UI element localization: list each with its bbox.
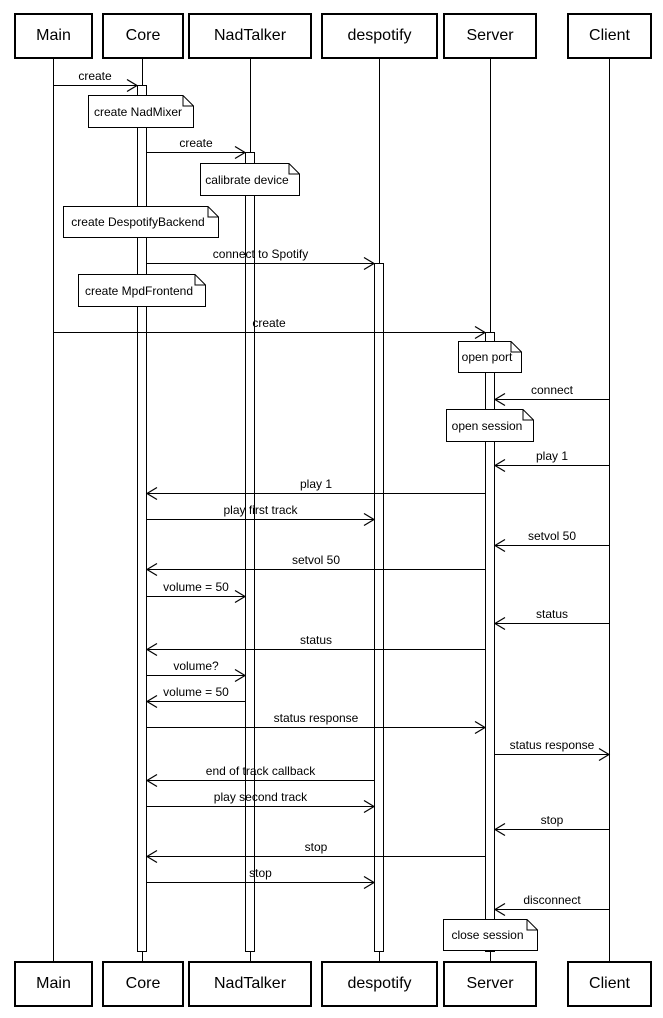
arrowhead-icon-27 (363, 876, 375, 889)
actor-box-core-top: Core (102, 13, 184, 59)
note-label-29: close session (451, 928, 524, 942)
note-label-6: create MpdFrontend (84, 283, 194, 298)
message-line-5 (147, 263, 374, 264)
message-line-28 (495, 909, 609, 910)
arrowhead-icon-24 (363, 800, 375, 813)
message-label-24: play second track (213, 790, 308, 804)
note-label-10: open session (451, 418, 523, 433)
message-line-16 (147, 596, 245, 597)
message-line-23 (147, 780, 374, 781)
arrowhead-icon-21 (474, 721, 486, 734)
arrowhead-icon-5 (363, 257, 375, 270)
arrowhead-icon-2 (234, 146, 246, 159)
message-label-22: status response (509, 738, 595, 752)
lifeline-main (53, 59, 54, 961)
message-line-9 (495, 399, 609, 400)
actor-box-nadtalker-bottom: NadTalker (188, 961, 312, 1007)
message-line-15 (147, 569, 485, 570)
message-line-26 (147, 856, 485, 857)
actor-box-despotify-top: despotify (321, 13, 438, 59)
arrowhead-icon-18 (146, 643, 158, 656)
note-label-1: create NadMixer (93, 104, 183, 119)
arrowhead-icon-11 (494, 459, 506, 472)
activation-bar-nadtalker (245, 152, 255, 952)
message-label-13: play first track (223, 503, 298, 517)
arrowhead-icon-17 (494, 617, 506, 630)
arrowhead-icon-20 (146, 695, 158, 708)
message-line-21 (147, 727, 485, 728)
actor-box-client-top: Client (567, 13, 652, 59)
actor-box-client-bottom: Client (567, 961, 652, 1007)
message-label-14: setvol 50 (527, 529, 577, 543)
message-label-20: volume = 50 (163, 685, 229, 699)
message-label-0: create (78, 69, 112, 83)
actor-box-main-top: Main (14, 13, 93, 59)
actor-box-server-bottom: Server (443, 961, 537, 1007)
actor-box-core-bottom: Core (102, 961, 184, 1007)
message-label-25: stop (540, 813, 564, 827)
message-line-2 (147, 152, 245, 153)
message-label-27: stop (249, 866, 272, 880)
arrowhead-icon-25 (494, 823, 506, 836)
message-label-28: disconnect (523, 893, 581, 907)
message-label-7: create (252, 316, 286, 330)
arrowhead-icon-9 (494, 393, 506, 406)
message-label-16: volume = 50 (163, 580, 229, 594)
arrowhead-icon-26 (146, 850, 158, 863)
message-line-24 (147, 806, 374, 807)
message-line-27 (147, 882, 374, 883)
message-label-26: stop (304, 840, 328, 854)
message-line-12 (147, 493, 485, 494)
message-label-21: status response (273, 711, 359, 725)
actor-box-despotify-bottom: despotify (321, 961, 438, 1007)
actor-box-nadtalker-top: NadTalker (188, 13, 312, 59)
arrowhead-icon-23 (146, 774, 158, 787)
message-line-0 (53, 85, 137, 86)
message-line-13 (147, 519, 374, 520)
note-label-3: calibrate device (205, 172, 289, 187)
message-line-20 (147, 701, 245, 702)
message-label-2: create (179, 136, 213, 150)
message-label-11: play 1 (535, 449, 569, 463)
message-label-15: setvol 50 (291, 553, 341, 567)
arrowhead-icon-0 (126, 79, 138, 92)
lifeline-client (609, 59, 610, 961)
message-label-5: connect to Spotify (212, 247, 309, 261)
message-line-18 (147, 649, 485, 650)
arrowhead-icon-16 (234, 590, 246, 603)
message-line-11 (495, 465, 609, 466)
actor-box-server-top: Server (443, 13, 537, 59)
message-line-19 (147, 675, 245, 676)
activation-bar-despotify (374, 263, 384, 952)
note-label-8: open port (461, 350, 513, 364)
message-label-19: volume? (173, 659, 219, 673)
message-label-23: end of track callback (205, 764, 316, 778)
message-label-9: connect (530, 383, 574, 397)
message-line-22 (495, 754, 609, 755)
message-label-18: status (299, 633, 333, 647)
message-line-17 (495, 623, 609, 624)
message-line-25 (495, 829, 609, 830)
arrowhead-icon-28 (494, 903, 506, 916)
message-line-7 (53, 332, 485, 333)
arrowhead-icon-15 (146, 563, 158, 576)
arrowhead-icon-12 (146, 487, 158, 500)
message-label-17: status (535, 607, 569, 621)
message-line-14 (495, 545, 609, 546)
arrowhead-icon-7 (474, 326, 486, 339)
arrowhead-icon-19 (234, 669, 246, 682)
message-label-12: play 1 (299, 477, 333, 491)
arrowhead-icon-13 (363, 513, 375, 526)
arrowhead-icon-22 (598, 748, 610, 761)
arrowhead-icon-14 (494, 539, 506, 552)
note-label-4: create DespotifyBackend (71, 215, 205, 229)
actor-box-main-bottom: Main (14, 961, 93, 1007)
